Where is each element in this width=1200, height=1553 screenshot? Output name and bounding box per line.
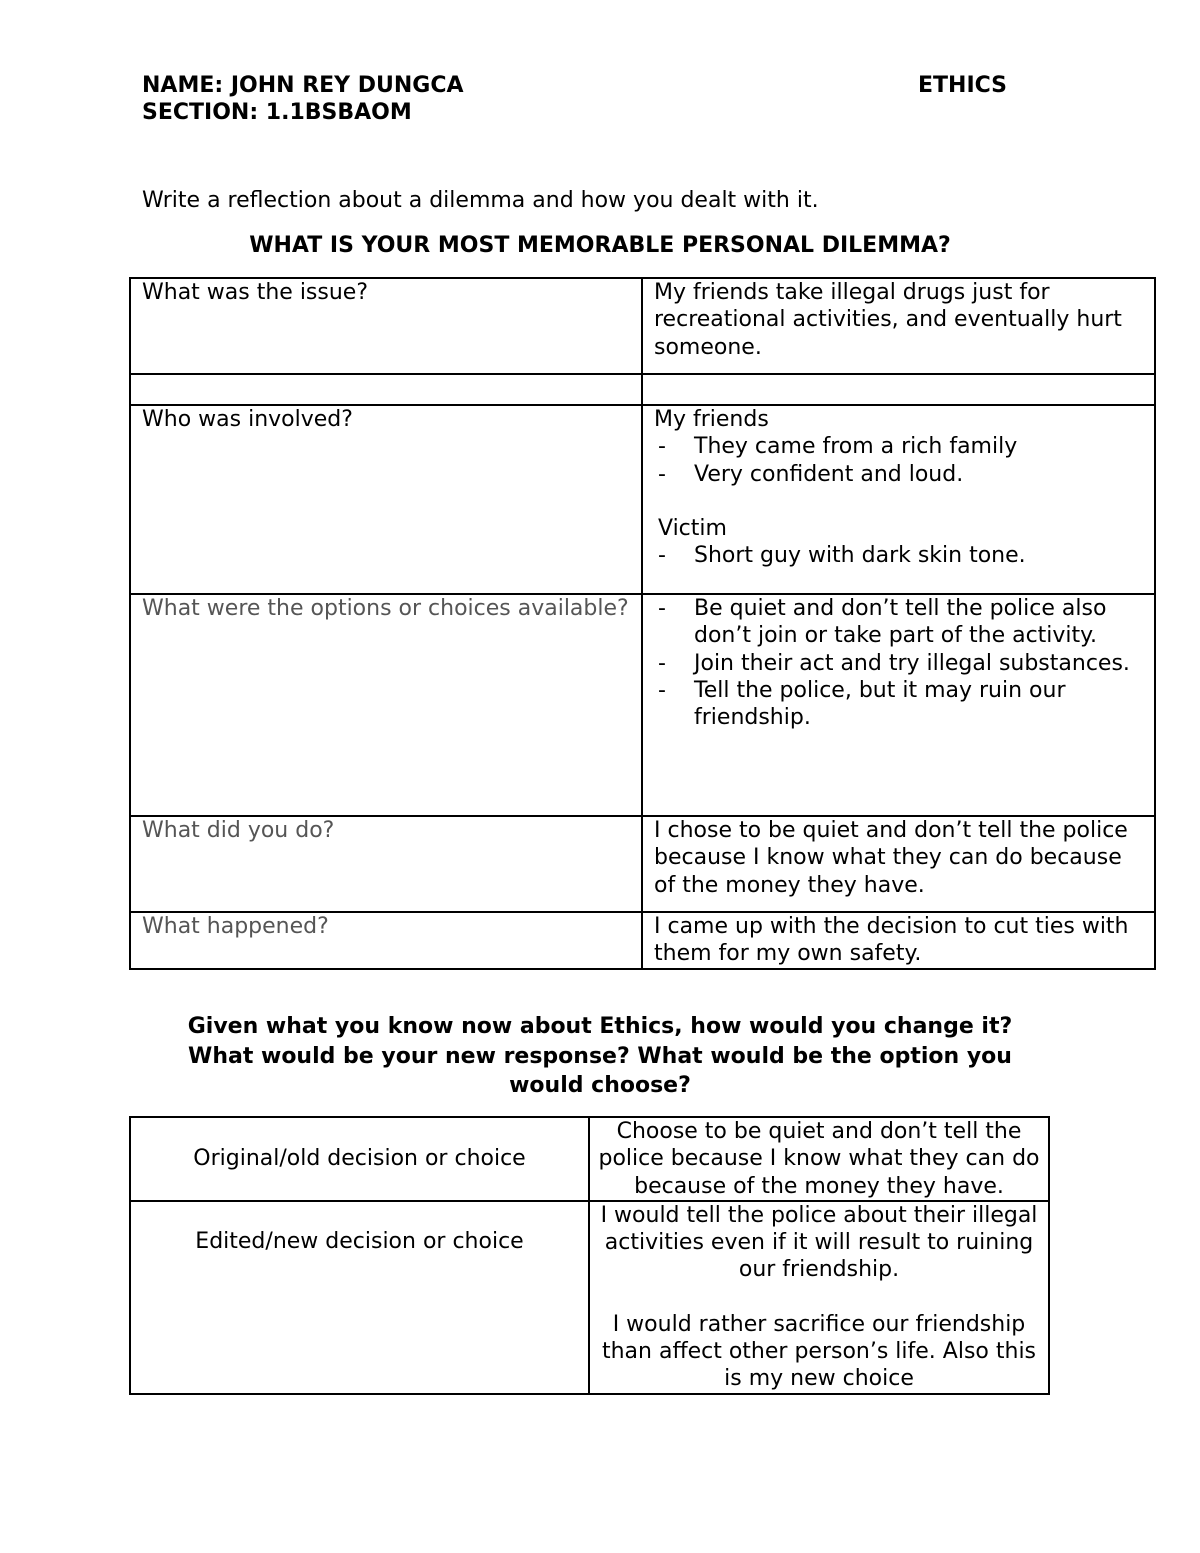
issue-question: What was the issue? (130, 278, 642, 374)
happened-answer: I came up with the decision to cut ties with them for my own safety. (642, 912, 1155, 969)
table-row (130, 278, 1155, 374)
list-item: - They came from a rich family (654, 433, 1143, 460)
reflection-title-line: What would be your new response? What would be the option you (188, 1043, 1012, 1069)
student-section: SECTION: 1.1BSBAOM (142, 100, 412, 125)
old-decision-label: Original/old decision or choice (130, 1117, 589, 1201)
table-row (130, 594, 1155, 816)
table-row (130, 405, 1155, 594)
reflection-title-line: would choose? (509, 1073, 691, 1098)
table-row (130, 1117, 1049, 1201)
student-name: NAME: JOHN REY DUNGCA (142, 73, 464, 98)
table-row (130, 1201, 1049, 1394)
decision-table (129, 1116, 1050, 1395)
list-item: - Be quiet and don’t tell the police also don’t join or take part of the activity. (654, 595, 1143, 650)
reflection-title-line: Given what you know now about Ethics, how would you change it? (187, 1014, 1013, 1039)
new-decision-label (130, 1201, 589, 1394)
did-answer: I chose to be quiet and don’t tell the police because I know what they can do because of the money they have. (642, 816, 1155, 912)
involved-group-friends: My friends (654, 407, 769, 432)
list-item: - Join their act and try illegal substances. (654, 650, 1143, 677)
involved-group-victim: Victim (658, 515, 727, 541)
table-row (130, 374, 1155, 405)
did-question: What did you do? (130, 816, 642, 912)
empty-cell (642, 374, 1155, 405)
table-row (130, 816, 1155, 912)
empty-cell (130, 374, 642, 405)
list-item: - Tell the police, but it may ruin our friendship. (654, 677, 1143, 732)
options-list (654, 595, 1143, 731)
involved-answer (642, 405, 1155, 594)
new-decision-paragraph: I would rather sacrifice our friendship than affect other person’s life. Also this is my new choice (601, 1311, 1037, 1392)
reflection-title (0, 1012, 1200, 1101)
issue-answer: My friends take illegal drugs just for recreational activities, and eventually hurt someone. (642, 278, 1155, 374)
victim-list (654, 542, 1143, 569)
list-item: - Short guy with dark skin tone. (654, 542, 1143, 569)
instruction-text: Write a reflection about a dilemma and how you dealt with it. (142, 188, 819, 213)
options-answer (642, 594, 1155, 816)
subject-label: ETHICS (918, 73, 1008, 98)
dilemma-title: WHAT IS YOUR MOST MEMORABLE PERSONAL DILEMMA? (249, 233, 951, 258)
new-decision-label-text: Edited/new decision or choice (195, 1228, 524, 1254)
list-item: - Very confident and loud. (654, 461, 1143, 488)
new-decision-paragraph: I would tell the police about their illegal activities even if it will result to ruining our friendship. (600, 1202, 1038, 1283)
options-question: What were the options or choices available? (130, 594, 642, 816)
table-row (130, 912, 1155, 969)
dilemma-table (129, 277, 1156, 970)
new-decision-value (589, 1201, 1049, 1394)
old-decision-value: Choose to be quiet and don’t tell the police because I know what they can do because of the money they have. (589, 1117, 1049, 1201)
involved-question: Who was involved? (130, 405, 642, 594)
friends-list (654, 433, 1143, 488)
happened-question: What happened? (130, 912, 642, 969)
